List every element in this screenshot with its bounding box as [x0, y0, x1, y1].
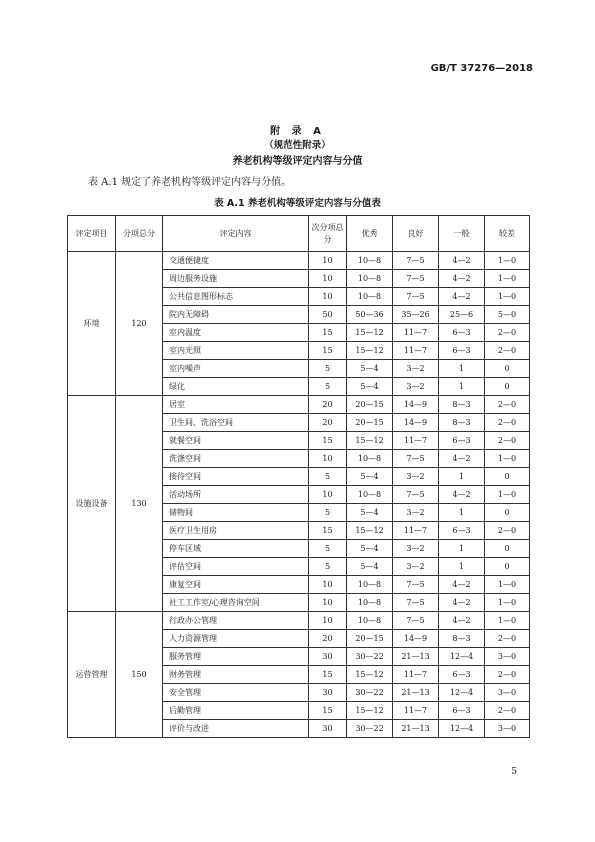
item-cell: 社工工作室/心理咨询空间 — [163, 594, 309, 612]
fair-cell: 6—3 — [439, 342, 485, 360]
poor-cell: 2—0 — [485, 702, 530, 720]
fair-cell: 6—3 — [439, 432, 485, 450]
score-cell: 5 — [309, 468, 347, 486]
poor-cell: 1—0 — [485, 594, 530, 612]
item-cell: 公共信息图形标志 — [163, 288, 309, 306]
excellent-cell: 5—4 — [347, 504, 393, 522]
item-cell: 绿化 — [163, 378, 309, 396]
excellent-cell: 15—12 — [347, 432, 393, 450]
item-cell: 后勤管理 — [163, 702, 309, 720]
category-cell: 环境 — [68, 252, 116, 396]
score-cell: 30 — [309, 648, 347, 666]
good-cell: 21—13 — [393, 648, 439, 666]
header-cell: 次分项总分 — [309, 216, 347, 252]
item-cell: 室内光照 — [163, 342, 309, 360]
table-header-row — [68, 216, 530, 252]
score-cell: 10 — [309, 576, 347, 594]
fair-cell: 12—4 — [439, 720, 485, 738]
poor-cell: 3—0 — [485, 684, 530, 702]
excellent-cell: 5—4 — [347, 378, 393, 396]
score-cell: 5 — [309, 360, 347, 378]
good-cell: 3—2 — [393, 360, 439, 378]
item-cell: 交通便捷度 — [163, 252, 309, 270]
standard-code: GB/T 37276—2018 — [430, 63, 533, 74]
appendix-subtitle: （规范性附录） — [264, 140, 331, 151]
item-cell: 卫生间、洗浴空间 — [163, 414, 309, 432]
excellent-cell: 15—12 — [347, 522, 393, 540]
fair-cell: 8—3 — [439, 414, 485, 432]
item-cell: 医疗卫生用房 — [163, 522, 309, 540]
good-cell: 35—26 — [393, 306, 439, 324]
score-cell: 10 — [309, 486, 347, 504]
excellent-cell: 10—8 — [347, 576, 393, 594]
item-cell: 居室 — [163, 396, 309, 414]
appendix-title: 附 录 A — [270, 126, 325, 137]
item-cell: 评价与改进 — [163, 720, 309, 738]
score-cell: 5 — [309, 558, 347, 576]
good-cell: 11—7 — [393, 342, 439, 360]
poor-cell: 2—0 — [485, 414, 530, 432]
header-cell: 一般 — [439, 216, 485, 252]
score-cell: 10 — [309, 594, 347, 612]
item-cell: 人力资源管理 — [163, 630, 309, 648]
score-cell: 5 — [309, 378, 347, 396]
header-cell: 较差 — [485, 216, 530, 252]
good-cell: 3—2 — [393, 558, 439, 576]
category-total-cell: 120 — [116, 252, 163, 396]
excellent-cell: 10—8 — [347, 594, 393, 612]
excellent-cell: 50—36 — [347, 306, 393, 324]
table-caption: 表 A.1 养老机构等级评定内容与分值表 — [214, 198, 381, 209]
fair-cell: 8—3 — [439, 396, 485, 414]
intro-paragraph: 表 A.1 规定了养老机构等级评定内容与分值。 — [88, 177, 292, 188]
poor-cell: 0 — [485, 558, 530, 576]
poor-cell: 1—0 — [485, 450, 530, 468]
item-cell: 安全管理 — [163, 684, 309, 702]
fair-cell: 25—6 — [439, 306, 485, 324]
category-total-cell: 130 — [116, 396, 163, 612]
table-row — [68, 252, 530, 270]
excellent-cell: 10—8 — [347, 270, 393, 288]
excellent-cell: 20—15 — [347, 414, 393, 432]
fair-cell: 1 — [439, 540, 485, 558]
fair-cell: 4—2 — [439, 450, 485, 468]
item-cell: 周边服务设施 — [163, 270, 309, 288]
item-cell: 停车区域 — [163, 540, 309, 558]
item-cell: 室内温度 — [163, 324, 309, 342]
score-cell: 10 — [309, 450, 347, 468]
category-cell: 运营管理 — [68, 612, 116, 738]
poor-cell: 1—0 — [485, 288, 530, 306]
evaluation-table — [67, 215, 530, 738]
score-cell: 50 — [309, 306, 347, 324]
poor-cell: 0 — [485, 468, 530, 486]
excellent-cell: 10—8 — [347, 450, 393, 468]
poor-cell: 5—0 — [485, 306, 530, 324]
score-cell: 20 — [309, 630, 347, 648]
table-row — [68, 396, 530, 414]
fair-cell: 6—3 — [439, 666, 485, 684]
excellent-cell: 20—15 — [347, 630, 393, 648]
good-cell: 14—9 — [393, 630, 439, 648]
poor-cell: 0 — [485, 360, 530, 378]
poor-cell: 2—0 — [485, 630, 530, 648]
excellent-cell: 5—4 — [347, 468, 393, 486]
score-cell: 20 — [309, 414, 347, 432]
item-cell: 就餐空间 — [163, 432, 309, 450]
item-cell: 活动场所 — [163, 486, 309, 504]
header-cell: 评定项目 — [68, 216, 116, 252]
header-cell: 优秀 — [347, 216, 393, 252]
good-cell: 11—7 — [393, 666, 439, 684]
item-cell: 洗涤空间 — [163, 450, 309, 468]
fair-cell: 6—3 — [439, 324, 485, 342]
fair-cell: 4—2 — [439, 576, 485, 594]
score-cell: 15 — [309, 324, 347, 342]
appendix-heading: 养老机构等级评定内容与分值 — [232, 156, 363, 167]
item-cell: 康复空间 — [163, 576, 309, 594]
score-cell: 10 — [309, 270, 347, 288]
excellent-cell: 30—22 — [347, 684, 393, 702]
score-cell: 15 — [309, 342, 347, 360]
fair-cell: 1 — [439, 378, 485, 396]
item-cell: 财务管理 — [163, 666, 309, 684]
score-cell: 15 — [309, 702, 347, 720]
item-cell: 院内无障碍 — [163, 306, 309, 324]
fair-cell: 4—2 — [439, 612, 485, 630]
excellent-cell: 30—22 — [347, 720, 393, 738]
item-cell: 室内噪声 — [163, 360, 309, 378]
good-cell: 11—7 — [393, 702, 439, 720]
table-row — [68, 612, 530, 630]
fair-cell: 4—2 — [439, 252, 485, 270]
page-number: 5 — [511, 767, 517, 777]
poor-cell: 2—0 — [485, 432, 530, 450]
score-cell: 30 — [309, 684, 347, 702]
good-cell: 14—9 — [393, 396, 439, 414]
score-cell: 10 — [309, 252, 347, 270]
category-total-cell: 150 — [116, 612, 163, 738]
good-cell: 7—5 — [393, 288, 439, 306]
excellent-cell: 15—12 — [347, 666, 393, 684]
excellent-cell: 10—8 — [347, 252, 393, 270]
good-cell: 11—7 — [393, 324, 439, 342]
item-cell: 评估空间 — [163, 558, 309, 576]
fair-cell: 1 — [439, 504, 485, 522]
poor-cell: 1—0 — [485, 486, 530, 504]
good-cell: 21—13 — [393, 720, 439, 738]
good-cell: 3—2 — [393, 504, 439, 522]
excellent-cell: 10—8 — [347, 486, 393, 504]
poor-cell: 0 — [485, 504, 530, 522]
poor-cell: 0 — [485, 540, 530, 558]
score-cell: 10 — [309, 288, 347, 306]
good-cell: 7—5 — [393, 252, 439, 270]
header-cell: 评定内容 — [163, 216, 309, 252]
fair-cell: 12—4 — [439, 684, 485, 702]
good-cell: 7—5 — [393, 594, 439, 612]
score-cell: 15 — [309, 432, 347, 450]
excellent-cell: 10—8 — [347, 612, 393, 630]
poor-cell: 2—0 — [485, 342, 530, 360]
fair-cell: 1 — [439, 360, 485, 378]
excellent-cell: 5—4 — [347, 540, 393, 558]
excellent-cell: 15—12 — [347, 342, 393, 360]
category-cell: 设施设备 — [68, 396, 116, 612]
good-cell: 7—5 — [393, 612, 439, 630]
poor-cell: 2—0 — [485, 666, 530, 684]
fair-cell: 8—3 — [439, 630, 485, 648]
score-cell: 30 — [309, 720, 347, 738]
good-cell: 21—13 — [393, 684, 439, 702]
excellent-cell: 20—15 — [347, 396, 393, 414]
score-cell: 15 — [309, 522, 347, 540]
poor-cell: 1—0 — [485, 270, 530, 288]
fair-cell: 6—3 — [439, 702, 485, 720]
item-cell: 服务管理 — [163, 648, 309, 666]
fair-cell: 4—2 — [439, 594, 485, 612]
fair-cell: 12—4 — [439, 648, 485, 666]
score-cell: 10 — [309, 612, 347, 630]
score-cell: 5 — [309, 504, 347, 522]
excellent-cell: 15—12 — [347, 702, 393, 720]
good-cell: 3—2 — [393, 378, 439, 396]
item-cell: 储物间 — [163, 504, 309, 522]
good-cell: 14—9 — [393, 414, 439, 432]
poor-cell: 3—0 — [485, 648, 530, 666]
fair-cell: 4—2 — [439, 270, 485, 288]
fair-cell: 4—2 — [439, 288, 485, 306]
good-cell: 7—5 — [393, 450, 439, 468]
poor-cell: 1—0 — [485, 612, 530, 630]
poor-cell: 3—0 — [485, 720, 530, 738]
excellent-cell: 15—12 — [347, 324, 393, 342]
poor-cell: 2—0 — [485, 396, 530, 414]
item-cell: 接待空间 — [163, 468, 309, 486]
item-cell: 行政办公管理 — [163, 612, 309, 630]
excellent-cell: 5—4 — [347, 558, 393, 576]
header-cell: 良好 — [393, 216, 439, 252]
fair-cell: 1 — [439, 468, 485, 486]
poor-cell: 2—0 — [485, 324, 530, 342]
excellent-cell: 5—4 — [347, 360, 393, 378]
header-cell: 分项总分 — [116, 216, 163, 252]
excellent-cell: 10—8 — [347, 288, 393, 306]
good-cell: 11—7 — [393, 522, 439, 540]
fair-cell: 1 — [439, 558, 485, 576]
fair-cell: 4—2 — [439, 486, 485, 504]
poor-cell: 1—0 — [485, 252, 530, 270]
good-cell: 11—7 — [393, 432, 439, 450]
score-cell: 5 — [309, 540, 347, 558]
good-cell: 7—5 — [393, 270, 439, 288]
good-cell: 7—5 — [393, 486, 439, 504]
fair-cell: 6—3 — [439, 522, 485, 540]
good-cell: 3—2 — [393, 540, 439, 558]
score-cell: 20 — [309, 396, 347, 414]
poor-cell: 2—0 — [485, 522, 530, 540]
good-cell: 7—5 — [393, 576, 439, 594]
good-cell: 3—2 — [393, 468, 439, 486]
score-cell: 15 — [309, 666, 347, 684]
poor-cell: 1—0 — [485, 576, 530, 594]
poor-cell: 0 — [485, 378, 530, 396]
excellent-cell: 30—22 — [347, 648, 393, 666]
